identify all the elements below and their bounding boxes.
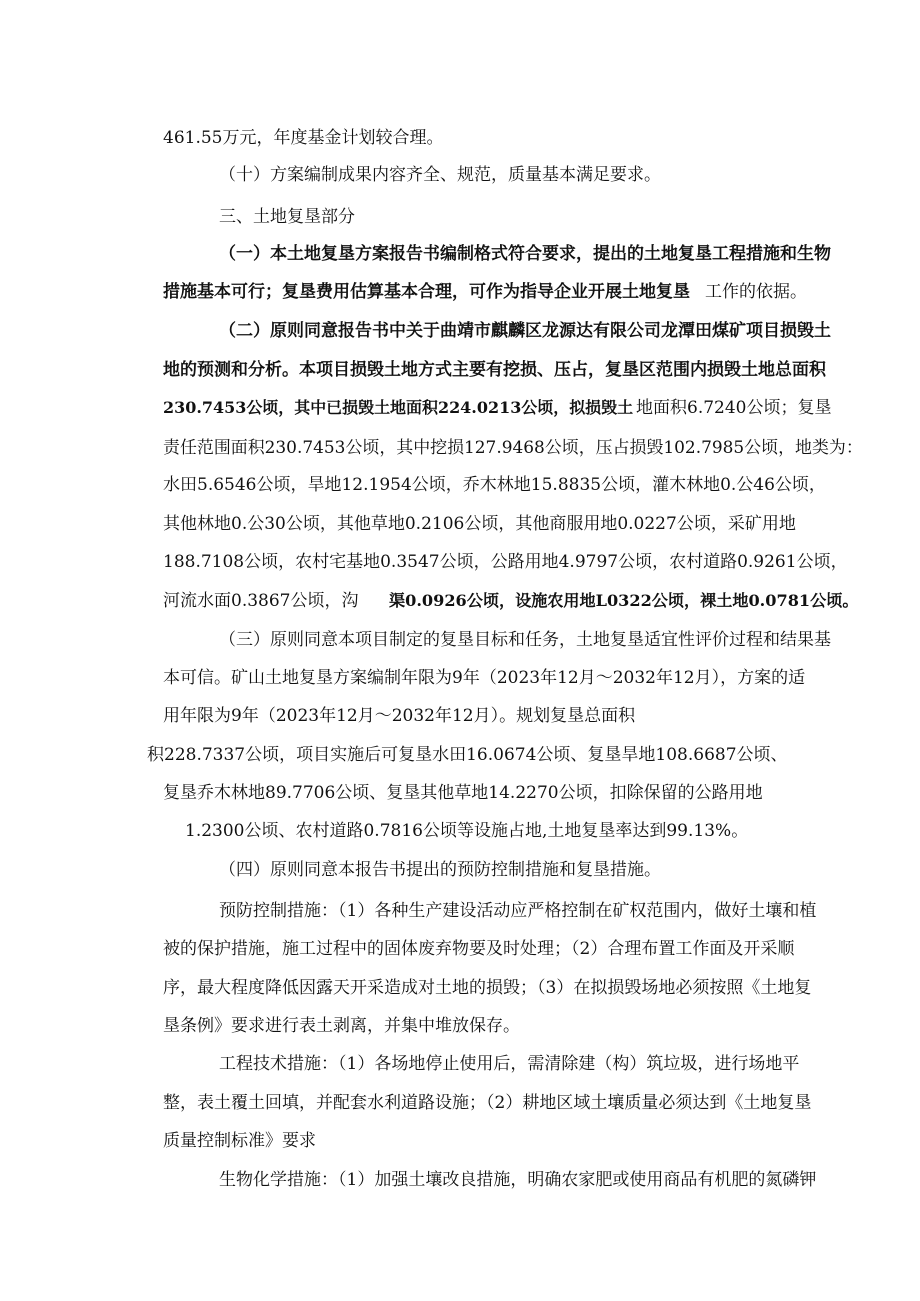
text-line-8b: 地面积6.7240公顷；复垦 [636,398,832,418]
text-line-18: 复垦乔木林地89.7706公顷、复垦其他草地14.2270公顷，扣除保留的公路用地 [163,783,763,803]
text-line-5: 措施基本可行；复垦费用估算基本合理，可作为指导企业开展土地复垦 [163,282,690,302]
text-line-19: 1.2300公顷、农村道路0.7816公顷等设施占地,土地复垦率达到99.13%。 [185,821,749,841]
section-heading-land-reclamation: 三、土地复垦部分 [219,207,355,227]
text-line-17: 积228.7337公顷，项目实施后可复垦水田16.0674公顷、复垦旱地108.6687公顷、 [147,745,788,765]
text-line-26: 整，表土覆土回填，并配套水利道路设施；（2）耕地区域土壤质量必须达到《土地复垦 [163,1093,812,1113]
text-line-1: 461.55万元，年度基金计划较合理。 [163,128,444,148]
text-line-21: 预防控制措施：（1）各种生产建设活动应严格控制在矿权范围内，做好土壤和植 [219,901,817,921]
text-line-8: 230.7453公顷，其中已损毁土地面积224.0213公顷，拟损毁土 [163,398,634,417]
text-line-13: 河流水面0.3867公顷，沟 [163,591,359,611]
text-line-11: 其他林地0.公30公顷，其他草地0.2106公顷，其他商服用地0.0227公顷，采矿用地 [163,514,796,534]
text-line-6: （二）原则同意报告书中关于曲靖市麒麟区龙源达有限公司龙潭田煤矿项目损毁土 [219,321,831,341]
text-line-22: 被的保护措施，施工过程中的固体废弃物要及时处理；（2）合理布置工作面及开采顺 [163,939,795,959]
text-line-2: （十）方案编制成果内容齐全、规范，质量基本满足要求。 [219,165,661,185]
text-line-14: （三）原则同意本项目制定的复垦目标和任务，土地复垦适宜性评价过程和结果基 [219,630,831,650]
text-line-16: 用年限为9年（2023年12月～2032年12月）。规划复垦总面积 [163,706,636,726]
text-line-7: 地的预测和分析。本项目损毁土地方式主要有挖损、压占，复垦区范围内损毁土地总面积 [163,360,826,380]
text-line-13b: 渠0.0926公顷，设施农用地L0322公顷，裸土地0.0781公顷。 [389,591,859,610]
text-line-10: 水田5.6546公顷，旱地12.1954公顷，乔木林地15.8835公顷，灌木林地0.公46公顷， [163,475,826,495]
text-line-27: 质量控制标准》要求 [163,1131,316,1151]
text-line-12: 188.7108公顷，农村宅基地0.3547公顷，公路用地4.9797公顷，农村道路0.9261公顷， [163,552,848,572]
text-line-4: （一）本土地复垦方案报告书编制格式符合要求，提出的土地复垦工程措施和生物 [219,244,831,264]
text-line-5b: 工作的依据。 [705,282,807,302]
text-line-23: 序，最大程度降低因露天开采造成对土地的损毁；（3）在拟损毁场地必须按照《土地复 [163,978,812,998]
text-line-24: 垦条例》要求进行表土剥离，并集中堆放保存。 [163,1016,520,1036]
text-line-25: 工程技术措施：（1）各场地停止使用后，需清除建（构）筑垃圾，进行场地平 [219,1054,800,1074]
text-line-9: 责任范围面积230.7453公顷，其中挖损127.9468公顷，压占损毁102.7985公顷，地类为： [163,437,863,457]
text-line-15: 本可信。矿山土地复垦方案编制年限为9年（2023年12月～2032年12月），方案的适 [163,668,806,688]
text-line-28: 生物化学措施：（1）加强土壤改良措施，明确农家肥或使用商品有机肥的氮磷钾 [219,1170,817,1190]
text-line-20: （四）原则同意本报告书提出的预防控制措施和复垦措施。 [219,860,661,880]
